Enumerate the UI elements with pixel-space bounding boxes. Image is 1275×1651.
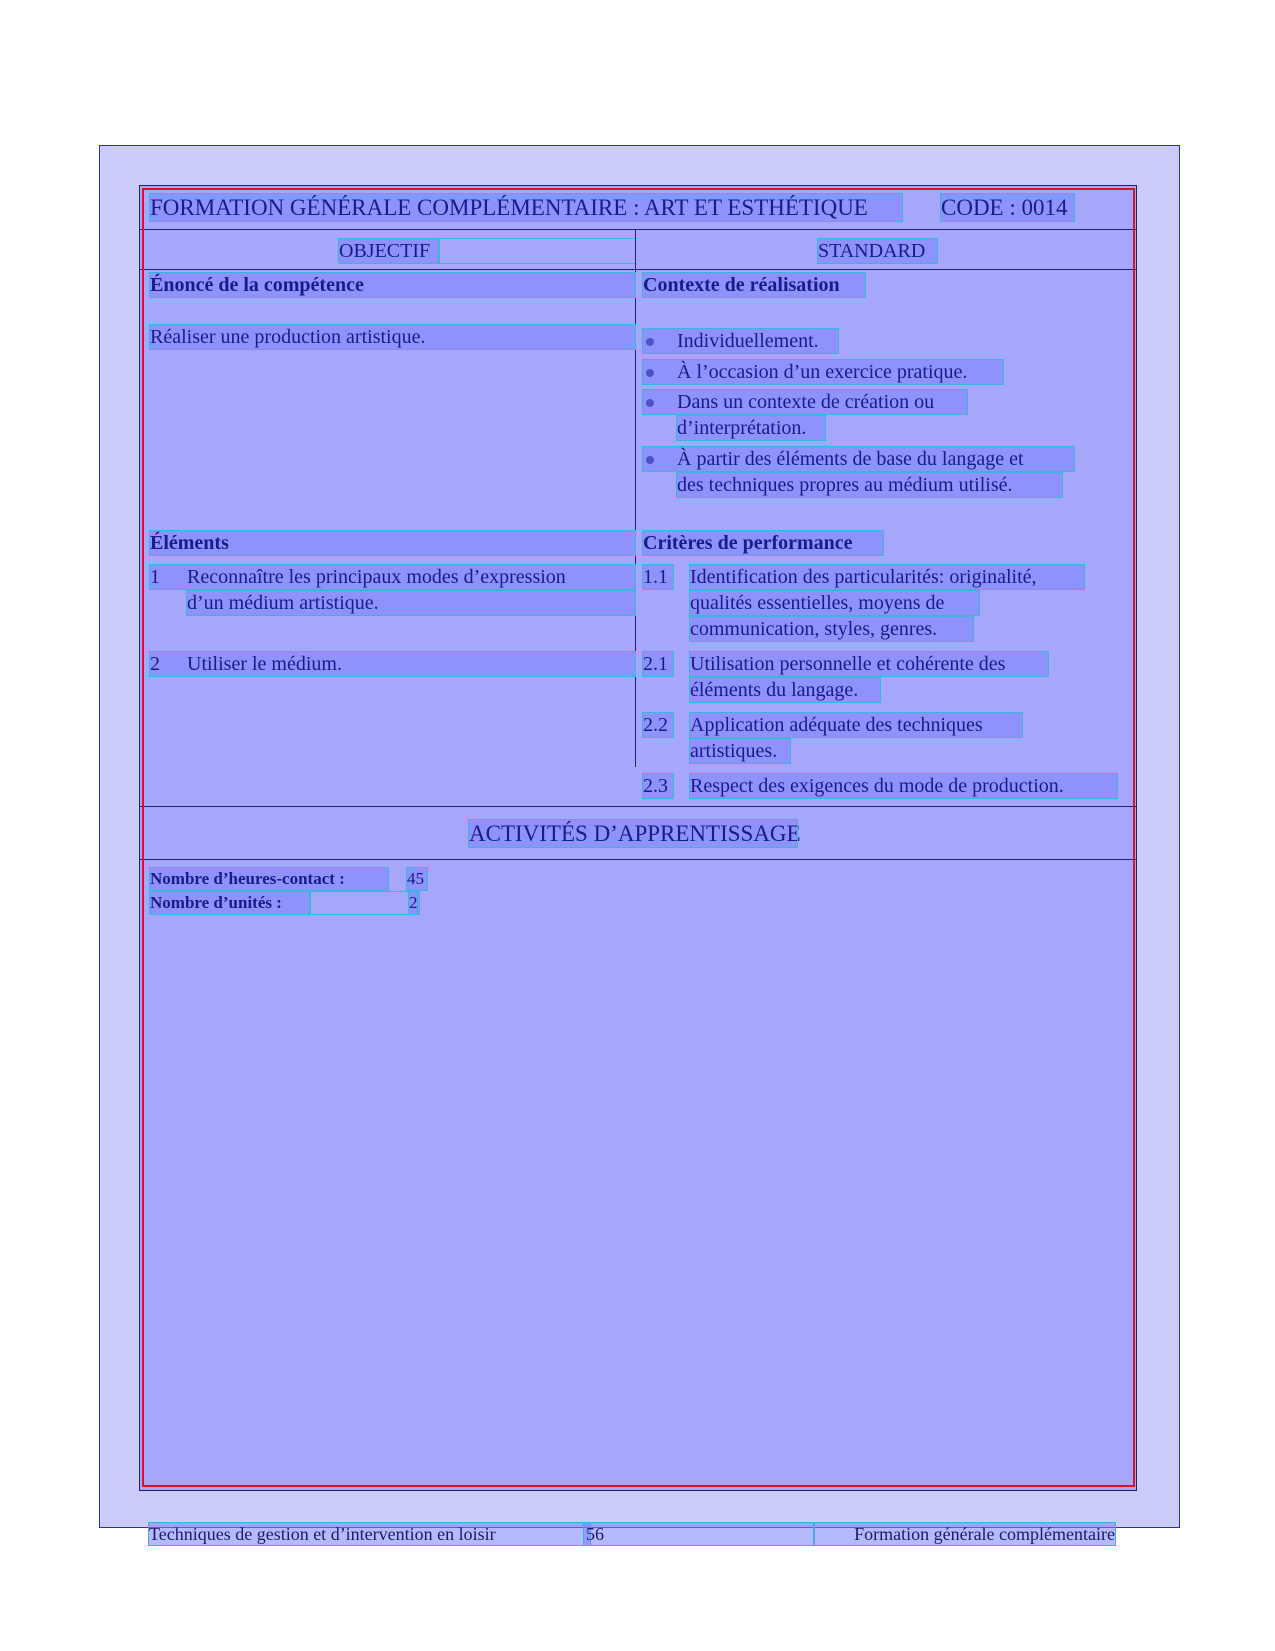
- divider: [140, 859, 1136, 860]
- element-text: Reconnaître les principaux modes d’expression: [187, 566, 566, 588]
- list-item: À partir des éléments de base du langage et: [643, 447, 1074, 471]
- element-text: Utiliser le médium.: [187, 653, 342, 675]
- critere-text: Identification des particularités: originalité,: [690, 565, 1084, 589]
- divider: [140, 806, 1136, 807]
- competence-text: Réaliser une production artistique.: [150, 325, 635, 349]
- list-item: Individuellement.: [643, 329, 838, 353]
- column-divider: [635, 229, 636, 767]
- contexte-heading: Contexte de réalisation: [643, 273, 865, 297]
- table-title: FORMATION GÉNÉRALE COMPLÉMENTAIRE : ART ET ESTHÉTIQUE: [150, 194, 902, 221]
- critere-text: Utilisation personnelle et cohérente des: [690, 652, 1048, 676]
- critere-continuation: éléments du langage.: [690, 678, 880, 702]
- critere-number: 2.2: [643, 713, 673, 737]
- page-number: 56: [584, 1523, 814, 1545]
- footer-right: Formation générale complémentaire: [814, 1523, 1115, 1545]
- critere-continuation: artistiques.: [690, 739, 790, 763]
- critere-number: 1.1: [643, 565, 673, 589]
- element-number: 1: [150, 566, 160, 588]
- unites-value: 2: [409, 893, 418, 912]
- column-header-bridge: [439, 239, 635, 263]
- competency-table: [139, 185, 1137, 1491]
- heures-value: 45: [407, 868, 427, 890]
- divider: [140, 269, 1136, 270]
- list-item: À l’occasion d’un exercice pratique.: [643, 360, 1003, 384]
- element-row: [150, 652, 635, 676]
- critere-number: 2.3: [643, 774, 673, 798]
- heures-label: Nombre d’heures-contact :: [150, 868, 388, 890]
- list-item-continuation: d’interprétation.: [677, 416, 825, 440]
- element-continuation: d’un médium artistique.: [187, 591, 635, 615]
- activites-heading: ACTIVITÉS D’APPRENTISSAGE: [469, 821, 801, 846]
- column-header-standard: STANDARD: [818, 239, 937, 263]
- list-item: Dans un contexte de création ou: [643, 390, 967, 414]
- course-code: CODE : 0014: [941, 194, 1074, 221]
- unites-label: Nombre d’unités :: [150, 892, 310, 914]
- competence-heading: Énoncé de la compétence: [150, 273, 635, 297]
- unites-spacer: [310, 892, 417, 914]
- critere-number: 2.1: [643, 652, 673, 676]
- critere-continuation: communication, styles, genres.: [690, 617, 973, 641]
- column-header-objectif: OBJECTIF: [339, 239, 439, 263]
- footer-left: Techniques de gestion et d’intervention en loisir: [149, 1523, 590, 1545]
- element-number: 2: [150, 653, 160, 675]
- critere-continuation: qualités essentielles, moyens de: [690, 591, 979, 615]
- element-row: [150, 565, 635, 589]
- critere-text: Application adéquate des techniques: [690, 713, 1022, 737]
- elements-heading: Éléments: [150, 531, 635, 555]
- divider: [140, 229, 1136, 230]
- critere-text: Respect des exigences du mode de production.: [690, 774, 1117, 798]
- criteres-heading: Critères de performance: [643, 531, 883, 555]
- list-item-continuation: des techniques propres au médium utilisé.: [677, 473, 1062, 497]
